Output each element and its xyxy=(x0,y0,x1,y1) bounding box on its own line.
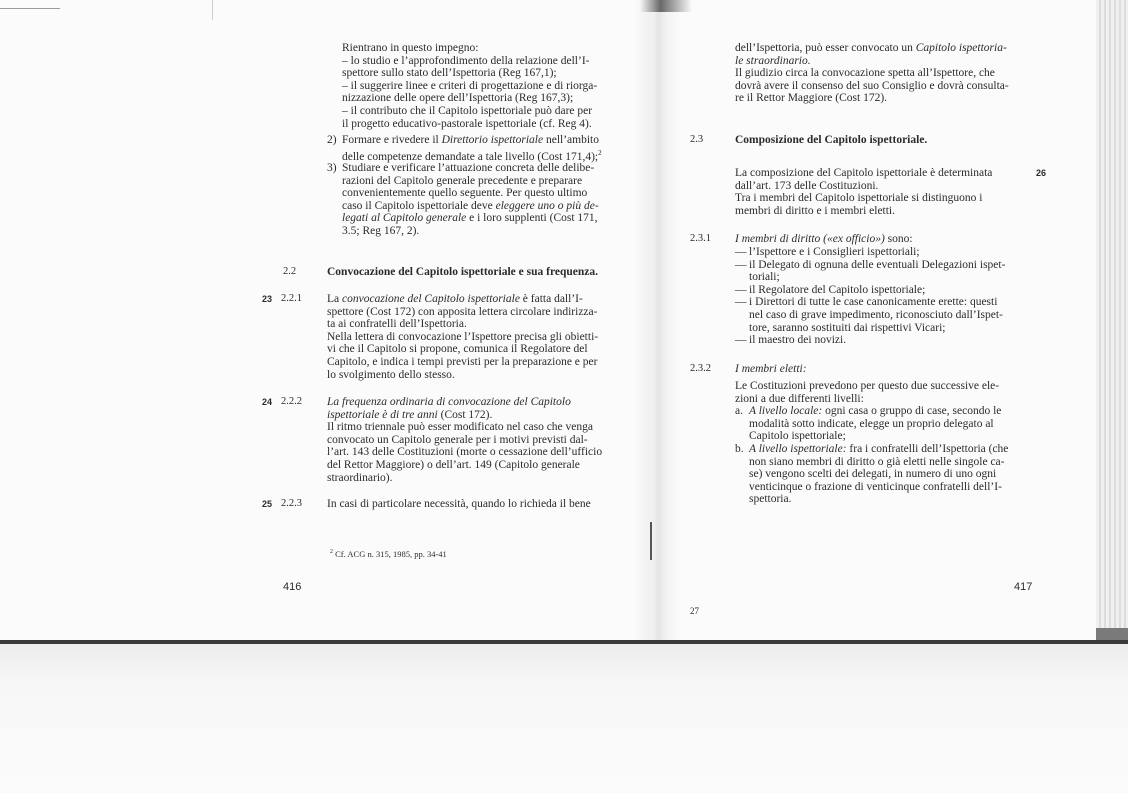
list-item xyxy=(735,405,1035,443)
italic-run: ispettoriale è di tre anni xyxy=(327,408,438,421)
item-line: razioni del Capitolo generale precedente e preparare xyxy=(342,174,583,187)
item-text: Capitolo ispettoriale; xyxy=(749,430,846,443)
italic-run: I membri di diritto («ex officio») xyxy=(735,233,885,245)
dash-marker: — xyxy=(735,334,747,347)
item-text: il Regolatore del Capitolo ispettoriale; xyxy=(749,283,926,296)
page-edge-mark xyxy=(212,0,213,20)
text-run: fra i confratelli dell’Ispettoria (che xyxy=(846,442,1009,455)
item-text: il maestro dei novizi. xyxy=(749,334,847,347)
item-text: il Delegato di ognuna delle eventuali Delegazioni ispet- xyxy=(749,258,1006,271)
gutter-top-shadow xyxy=(640,0,692,12)
book-page-edges xyxy=(1096,0,1128,645)
intro-line: spettore sullo stato dell’Ispettoria (Reg 167,1); xyxy=(342,67,557,80)
text-run: La xyxy=(327,293,343,305)
dash-marker: — xyxy=(735,258,747,271)
italic-line: le straordinario. xyxy=(735,54,811,67)
body-line: Il ritmo triennale può esser modificato nel caso che venga xyxy=(327,421,593,434)
body-line: dall’art. 173 delle Costituzioni. xyxy=(735,179,879,192)
dash-marker: — xyxy=(735,246,747,258)
text-run: ogni casa o gruppo di case, secondo le xyxy=(822,405,1002,418)
text-run: nell’ambito xyxy=(543,134,599,146)
signature-mark: 27 xyxy=(690,606,699,616)
section-number: 2.3 xyxy=(690,134,704,145)
section-number: 2.3.1 xyxy=(690,233,711,244)
section-number: 2.2.3 xyxy=(281,498,302,509)
list-marker: 2) xyxy=(327,134,337,146)
body-line: del Rettor Maggiore) o dell’art. 149 (Capitolo generale xyxy=(327,458,580,471)
members-list xyxy=(735,246,1035,347)
body-line: spettore (Cost 172) con apposita lettera circolare indirizza- xyxy=(327,305,598,318)
body-line: convocato un Capitolo generale per i motivi previsti dal- xyxy=(327,433,588,446)
item-text: toriali; xyxy=(749,271,780,284)
body-line: Tra i membri del Capitolo ispettoriale si distinguono i xyxy=(735,192,983,205)
item-text: nel caso di grave impedimento, riconosciuto dall’Ispet- xyxy=(749,308,1003,321)
list-marker: 3) xyxy=(327,162,337,174)
section-title xyxy=(735,233,1035,246)
letter-marker: a. xyxy=(735,405,743,418)
body-line: In casi di particolare necessità, quando lo richieda il bene xyxy=(327,498,591,510)
item-line: convenientemente quello seguente. Per questo ultimo xyxy=(342,187,588,200)
book-gutter-shadow xyxy=(632,0,682,645)
list-item xyxy=(735,296,1035,334)
item-text: non siano membri di diritto o già eletti nelle singole ca- xyxy=(749,455,1005,468)
item-text: l’Ispettore e i Consiglieri ispettoriali; xyxy=(749,246,920,258)
intro-line: – il suggerire linee e criteri di progettazione e di riorga- xyxy=(342,79,598,92)
item-text: spettoria. xyxy=(749,493,792,506)
page-number: 417 xyxy=(1014,581,1033,593)
page-number: 416 xyxy=(283,581,302,593)
section-body xyxy=(327,396,627,484)
margin-number: 25 xyxy=(262,499,273,509)
body-line: re il Rettor Maggiore (Cost 172). xyxy=(735,92,888,105)
list-item xyxy=(735,246,1035,259)
body-line: Capitolo, e indica i tempi previsti per la preparazione e per xyxy=(327,355,598,368)
section-body xyxy=(735,380,1035,506)
item-text: i Direttori di tutte le case canonicamente erette: questi xyxy=(749,296,998,309)
body-line: La composizione del Capitolo ispettoriale è determinata xyxy=(735,167,993,179)
scanner-background xyxy=(0,644,1128,793)
text-run: Formare e rivedere il xyxy=(342,134,442,146)
section-number: 2.2.1 xyxy=(281,293,302,304)
list-item xyxy=(735,334,1035,347)
continuation-block xyxy=(735,42,1035,105)
text-run: sono: xyxy=(884,233,913,245)
italic-run: legati al Capitolo generale xyxy=(342,212,467,225)
body-line: Il giudizio circa la convocazione spetta all’Ispettore, che xyxy=(735,67,995,80)
margin-number: 23 xyxy=(262,294,273,304)
footnote-mark: 2 xyxy=(330,549,333,556)
dash-marker: — xyxy=(735,283,747,296)
italic-run: A livello locale: xyxy=(749,405,823,418)
section-title: Convocazione del Capitolo ispettoriale e sua frequenza. xyxy=(327,266,598,278)
body-line: Nella lettera di convocazione l’Ispettore precisa gli obietti- xyxy=(327,330,599,343)
section-title: Composizione del Capitolo ispettoriale. xyxy=(735,134,928,146)
section-body xyxy=(327,293,627,381)
item-line: 3.5; Reg 167, 2). xyxy=(342,224,420,237)
intro-line: Rientrano in questo impegno: xyxy=(342,42,479,54)
body-line: l’art. 143 delle Costituzioni (morte o cessazione dell’ufficio xyxy=(327,446,603,459)
item-2 xyxy=(342,134,624,163)
intro-line: – il contributo che il Capitolo ispettoriale può dare per xyxy=(342,104,593,117)
item-text: modalità sotto indicate, elegge un proprio delegato al xyxy=(749,417,994,430)
section-body xyxy=(735,167,1035,217)
letter-marker: b. xyxy=(735,442,744,455)
intro-line: nizzazione delle opere dell’Ispettoria (Reg 167,3); xyxy=(342,92,574,105)
body-line: zioni a due differenti livelli: xyxy=(735,392,864,405)
text-run: dell’Ispettoria, può esser convocato un xyxy=(735,42,916,54)
body-line: membri di diritto e i membri eletti. xyxy=(735,204,896,217)
body-line: lo svolgimento dello stesso. xyxy=(327,368,455,381)
italic-run: Direttorio ispettoriale xyxy=(441,134,544,146)
list-item xyxy=(735,259,1035,284)
item-3 xyxy=(342,162,624,238)
body-line: Le Costituzioni prevedono per questo due successive ele- xyxy=(735,380,1000,392)
text-run: caso il Capitolo ispettoriale deve xyxy=(342,199,496,212)
body-line: straordinario). xyxy=(327,471,393,484)
section-number: 2.3.2 xyxy=(690,363,711,374)
intro-line: il progetto educativo-pastorale ispettoriale (cf. Reg 4). xyxy=(342,117,592,130)
item-text: se) vengono scelti dei delegati, in numero di uno ogni xyxy=(749,468,997,481)
italic-run: A livello ispettoriale: xyxy=(749,442,847,455)
body-line: vi che il Capitolo si propone, comunica il Regolatore del xyxy=(327,343,588,356)
scan-edge-line xyxy=(0,8,60,9)
footnote xyxy=(330,549,447,559)
italic-run: Capitolo ispettoria- xyxy=(915,42,1007,54)
margin-number: 26 xyxy=(1036,168,1047,178)
body-line: ta ai confratelli dell’Ispettoria. xyxy=(327,318,467,331)
section-title: I membri eletti: xyxy=(735,363,807,375)
footnote-text: Cf. ACG n. 315, 1985, pp. 34-41 xyxy=(335,549,447,559)
text-run: e i loro supplenti (Cost 171, xyxy=(466,212,598,225)
list-item xyxy=(735,284,1035,297)
footnote-ref: 2 xyxy=(598,148,602,157)
text-run: (Cost 172). xyxy=(437,408,493,421)
item-text: tore, saranno sostituiti dai rispettivi Vicari; xyxy=(749,321,946,334)
body-line: dovrà avere il consenso del suo Consiglio e dovrà consulta- xyxy=(735,79,1009,92)
intro-block xyxy=(342,42,624,130)
margin-number: 24 xyxy=(262,397,273,407)
item-text: venticinque o frazione di venticinque confratelli dell’I- xyxy=(749,480,1002,493)
section-number: 2.2 xyxy=(283,266,297,277)
text-run: è fatta dall’I- xyxy=(519,293,583,305)
italic-run: convocazione del Capitolo ispettoriale xyxy=(342,293,520,305)
italic-run: eleggere uno o più de- xyxy=(495,199,599,212)
text-run: delle competenze demandate a tale livello (Cost 171,4); xyxy=(342,150,599,163)
dash-marker: — xyxy=(735,296,747,309)
intro-line: – lo studio e l’approfondimento della relazione dell’I- xyxy=(342,54,590,67)
italic-line: La frequenza ordinaria di convocazione del Capitolo xyxy=(327,396,571,408)
gutter-mark xyxy=(650,522,652,560)
item-line: Studiare e verificare l’attuazione concreta delle delibe- xyxy=(342,162,595,174)
section-number: 2.2.2 xyxy=(281,396,302,407)
list-item xyxy=(735,443,1035,506)
